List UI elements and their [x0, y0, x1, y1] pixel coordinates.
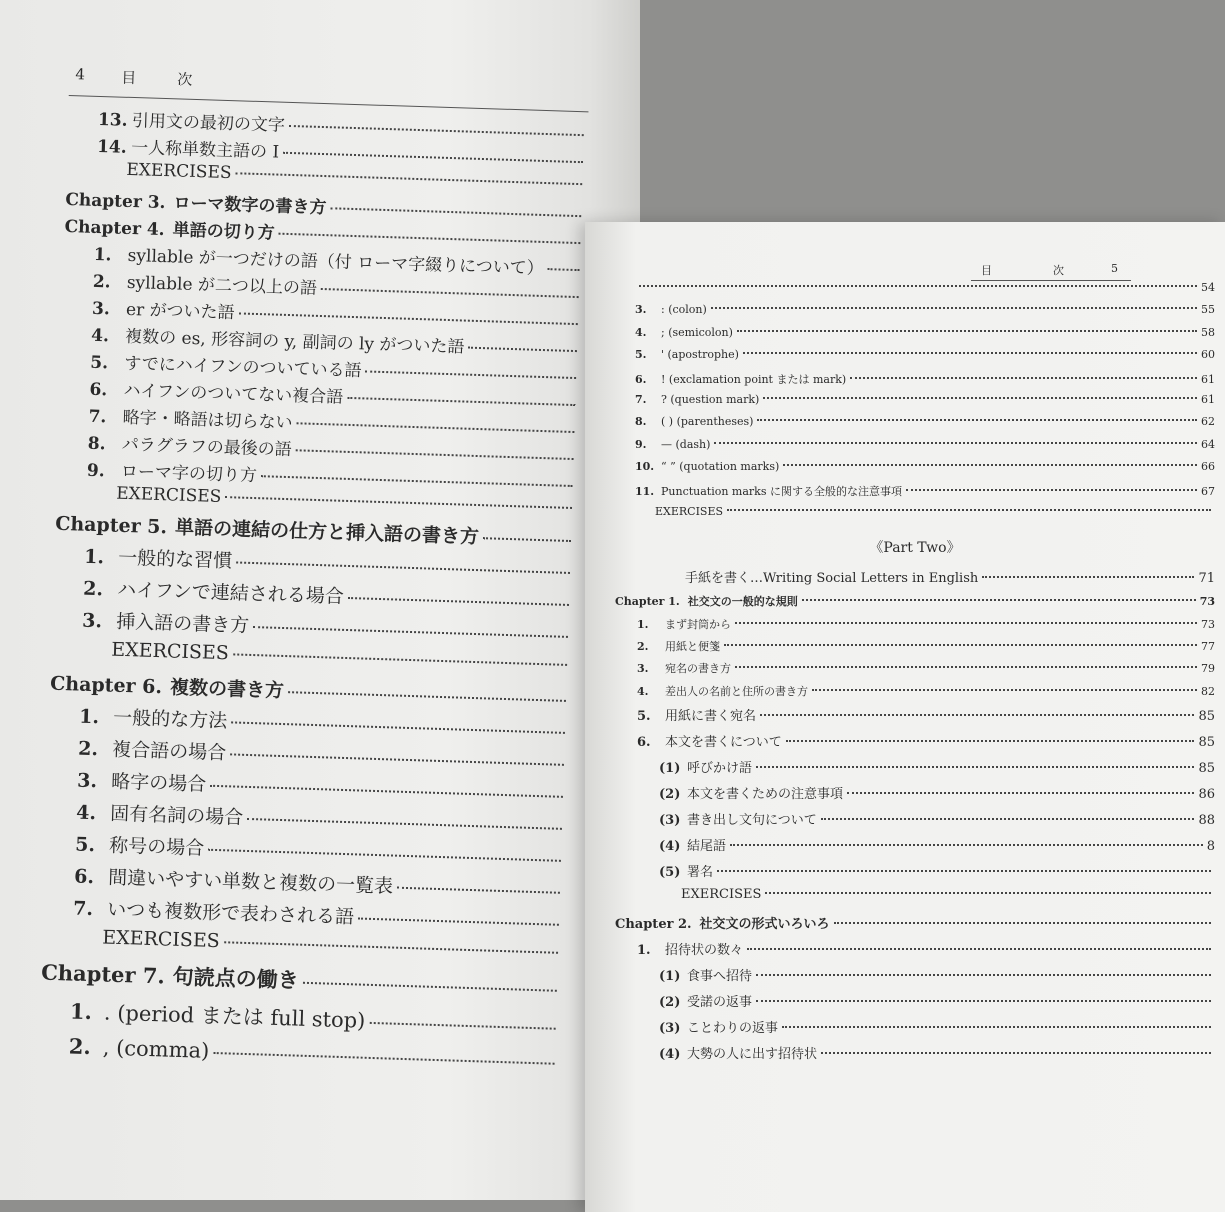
leader-dots — [756, 1000, 1211, 1002]
leader-dots — [297, 422, 575, 433]
toc-label: Punctuation marks に関する全般的な注意事項 — [661, 484, 902, 498]
toc-label: ! (exclamation point または mark) — [661, 372, 847, 386]
toc-number: 5. — [635, 348, 647, 362]
leader-dots — [247, 818, 562, 830]
toc-number: Chapter 5. — [54, 512, 168, 539]
toc-page: 62 — [1201, 415, 1215, 429]
leader-dots — [261, 475, 573, 487]
toc-label: 用紙と便箋 — [665, 640, 720, 654]
toc-label: ( ) (parentheses) — [661, 415, 754, 429]
toc-label: 本文を書くについて — [665, 735, 782, 751]
toc-label: 招待状の数々 — [665, 943, 744, 959]
leader-dots — [369, 1022, 555, 1030]
leader-dots — [296, 449, 574, 460]
leader-dots — [639, 285, 1197, 287]
toc-page: 61 — [1201, 372, 1215, 386]
toc-label: 大勢の人に出す招待状 — [687, 1047, 818, 1063]
left-toc-rows — [38, 104, 588, 1087]
toc-label: 用紙に書く宛名 — [665, 709, 757, 725]
toc-number: 6. — [89, 379, 108, 401]
right-toc — [615, 256, 1215, 1069]
leader-dots — [288, 691, 566, 702]
chapter-row — [615, 913, 1215, 939]
toc-number: Chapter 7. — [40, 959, 166, 989]
toc-label: ハイフンのついてない複合語 — [123, 380, 344, 408]
toc-label: 固有名詞の場合 — [109, 802, 244, 829]
right-toc-rows — [615, 281, 1215, 527]
toc-label: EXERCISES — [101, 926, 221, 953]
toc-label: ローマ数字の書き方 — [173, 193, 327, 219]
toc-number: 1. — [93, 244, 112, 266]
leader-dots — [548, 268, 580, 271]
left-page-number: 4 — [75, 65, 86, 84]
toc-number: 4. — [90, 325, 110, 347]
toc-number: 3. — [635, 303, 647, 317]
toc-row — [615, 965, 1215, 991]
leader-dots — [756, 974, 1211, 976]
toc-number: (4) — [659, 839, 681, 855]
leader-dots — [737, 330, 1197, 332]
toc-number: 1. — [637, 617, 649, 631]
leader-dots — [711, 307, 1197, 309]
toc-number: 3. — [637, 662, 649, 676]
toc-number: (5) — [659, 865, 681, 881]
toc-label: 本文を書くための注意事項 — [687, 787, 844, 803]
leader-dots — [743, 352, 1197, 354]
toc-label: 略字の場合 — [110, 770, 207, 796]
leader-dots — [483, 537, 571, 542]
toc-label: EXERCISES — [655, 504, 724, 518]
leader-dots — [468, 347, 577, 352]
leader-dots — [289, 125, 584, 136]
toc-label: syllable が二つ以上の語 — [126, 272, 318, 299]
toc-label: 挿入語の書き方 — [115, 610, 250, 637]
toc-page: 61 — [1201, 392, 1215, 406]
toc-label: ハイフンで連結される場合 — [116, 578, 345, 608]
toc-number: 13. — [97, 109, 128, 131]
toc-label: “ ” (quotation marks) — [661, 460, 780, 474]
toc-label: , (comma) — [102, 1035, 210, 1063]
leader-dots — [714, 442, 1197, 444]
toc-number: 2. — [82, 577, 104, 601]
toc-label: 引用文の最初の文字 — [131, 110, 286, 136]
toc-label: ; (semicolon) — [661, 325, 733, 339]
toc-label: 社交文の一般的な規則 — [687, 595, 798, 609]
toc-number: 5. — [74, 833, 96, 857]
leader-dots — [847, 792, 1194, 794]
toc-number: 9. — [86, 460, 106, 482]
toc-number: 5. — [637, 709, 651, 725]
toc-label: 受諾の返事 — [687, 995, 753, 1011]
toc-row — [615, 660, 1215, 682]
toc-number: 7. — [635, 392, 647, 406]
toc-label: . (period または full stop) — [103, 1000, 366, 1033]
leader-dots — [303, 982, 557, 992]
toc-label: EXERCISES — [681, 887, 762, 903]
toc-label: 呼びかけ語 — [687, 761, 753, 777]
leader-dots — [765, 892, 1211, 894]
toc-label: まず封筒から — [665, 617, 731, 631]
toc-number: 14. — [96, 136, 128, 158]
toc-number: 11. — [635, 484, 655, 498]
toc-label: ? (question mark) — [661, 392, 760, 406]
leader-dots — [730, 844, 1203, 846]
toc-page: 85 — [1198, 735, 1215, 751]
toc-number: (3) — [659, 1021, 681, 1037]
toc-row — [615, 835, 1215, 861]
toc-number: 10. — [635, 460, 655, 474]
toc-number: 2. — [68, 1033, 92, 1060]
toc-number: 3. — [81, 609, 103, 633]
toc-number: 3. — [76, 769, 98, 793]
toc-page: 60 — [1201, 348, 1215, 362]
toc-number: 4. — [637, 684, 649, 698]
toc-number: 6. — [635, 372, 647, 386]
leader-dots — [366, 370, 577, 379]
leader-dots — [210, 785, 563, 798]
toc-label: 間違いやすい単数と複数の一覧表 — [107, 866, 394, 898]
toc-number: 3. — [91, 298, 111, 320]
toc-row — [615, 371, 1215, 393]
leader-dots — [782, 1026, 1211, 1028]
toc-number: 5. — [90, 352, 109, 374]
leader-dots — [279, 233, 581, 244]
toc-row — [615, 393, 1215, 415]
toc-label: 一般的な習慣 — [117, 546, 233, 573]
toc-label: 単語の切り方 — [172, 220, 275, 244]
leader-dots — [347, 397, 575, 406]
leader-dots — [348, 597, 569, 606]
toc-label: 単語の連結の仕方と挿入語の書き方 — [174, 516, 480, 549]
leader-dots — [735, 622, 1197, 624]
toc-row — [615, 991, 1215, 1017]
toc-label: 一般的な方法 — [112, 706, 228, 733]
toc-number: 1. — [83, 545, 105, 569]
leader-dots — [213, 1052, 554, 1065]
leader-dots — [982, 576, 1194, 578]
toc-number: (2) — [659, 995, 681, 1011]
toc-row — [615, 348, 1215, 370]
toc-label: いつも複数形で表わされる語 — [106, 898, 355, 929]
toc-label: パラグラフの最後の語 — [121, 434, 293, 461]
leader-dots — [330, 207, 581, 217]
toc-row — [615, 505, 1215, 527]
right-header-1: 目 — [981, 264, 992, 277]
leader-dots — [235, 172, 582, 185]
toc-page: 85 — [1198, 709, 1215, 725]
part-page: 71 — [1198, 571, 1215, 587]
toc-row — [615, 887, 1215, 913]
toc-number: 2. — [77, 737, 99, 761]
right-toc-rows-2 — [615, 593, 1215, 1069]
toc-label: 複合語の場合 — [111, 738, 227, 765]
toc-number: 1. — [69, 998, 93, 1025]
toc-row — [615, 783, 1215, 809]
toc-row — [615, 1017, 1215, 1043]
toc-label: syllable が一つだけの語（付 ローマ字綴りについて） — [127, 245, 545, 279]
toc-label: 宛名の書き方 — [665, 662, 731, 676]
toc-number: Chapter 1. — [615, 595, 680, 609]
toc-label: 結尾語 — [687, 839, 727, 855]
leader-dots — [850, 377, 1197, 379]
toc-label: 複数の書き方 — [169, 676, 285, 703]
toc-label: 一人称単数主語の I — [130, 137, 280, 163]
leader-dots — [230, 753, 564, 765]
leader-dots — [224, 941, 558, 954]
leader-dots — [208, 849, 561, 862]
leader-dots — [821, 818, 1195, 820]
leader-dots — [233, 653, 567, 666]
toc-label: er がついた語 — [125, 299, 235, 324]
leader-dots — [763, 397, 1197, 399]
toc-row — [615, 861, 1215, 887]
leader-dots — [283, 152, 583, 163]
leader-dots — [756, 766, 1194, 768]
toc-label: 署名 — [687, 865, 714, 881]
toc-row — [615, 460, 1215, 482]
toc-number: 6. — [73, 865, 95, 889]
toc-page: 73 — [1201, 617, 1215, 631]
leader-dots — [757, 419, 1197, 421]
toc-page: 86 — [1198, 787, 1215, 803]
leader-dots — [231, 721, 565, 733]
toc-number: 4. — [75, 801, 97, 825]
leader-dots — [397, 887, 560, 894]
leader-dots — [724, 644, 1197, 646]
toc-label: 複数の es, 形容詞の y, 副詞の ly がついた語 — [124, 326, 465, 358]
toc-row — [615, 683, 1215, 705]
leader-dots — [358, 917, 559, 925]
toc-page: 58 — [1201, 325, 1215, 339]
toc-number: 7. — [72, 897, 94, 921]
leader-dots — [747, 948, 1211, 950]
toc-number: 6. — [637, 735, 651, 751]
leader-dots — [321, 288, 579, 298]
leader-dots — [786, 740, 1195, 742]
toc-number: Chapter 2. — [615, 917, 692, 933]
leader-dots — [802, 599, 1196, 601]
toc-row — [615, 939, 1215, 965]
toc-page: 66 — [1201, 460, 1215, 474]
toc-number: 4. — [635, 325, 647, 339]
toc-page: 55 — [1201, 303, 1215, 317]
leader-dots — [821, 1052, 1211, 1054]
part-subtitle: 手紙を書く…Writing Social Letters in English — [685, 571, 979, 587]
toc-page: 82 — [1201, 684, 1215, 698]
toc-number: Chapter 3. — [65, 189, 166, 214]
leader-dots — [906, 489, 1197, 491]
toc-page: 54 — [1201, 281, 1215, 294]
toc-row — [615, 303, 1215, 325]
toc-label: ことわりの返事 — [687, 1021, 779, 1037]
toc-label: ローマ字の切り方 — [120, 461, 258, 487]
right-page — [585, 222, 1225, 1212]
right-page-header — [971, 256, 1131, 281]
toc-page: 77 — [1201, 640, 1215, 654]
toc-row — [615, 809, 1215, 835]
toc-row — [615, 1043, 1215, 1069]
toc-number: Chapter 4. — [64, 216, 165, 241]
left-page-header — [69, 55, 590, 112]
toc-row — [615, 326, 1215, 348]
toc-number: (1) — [659, 761, 681, 777]
toc-number: Chapter 6. — [49, 672, 163, 699]
toc-label: 句読点の働き — [172, 963, 300, 993]
toc-number: 1. — [78, 705, 100, 729]
toc-row — [615, 438, 1215, 460]
toc-label: 書き出し文句について — [687, 813, 817, 829]
leader-dots — [253, 626, 568, 638]
toc-label: 称号の場合 — [108, 834, 205, 860]
left-toc — [38, 55, 590, 1087]
toc-row — [615, 281, 1215, 303]
toc-row — [615, 731, 1215, 757]
toc-number: 1. — [637, 943, 651, 959]
toc-number: (4) — [659, 1047, 681, 1063]
toc-row — [615, 705, 1215, 731]
leader-dots — [225, 496, 572, 509]
toc-number: 2. — [637, 640, 649, 654]
toc-label: : (colon) — [661, 303, 707, 317]
leader-dots — [760, 714, 1194, 716]
toc-label: EXERCISES — [110, 638, 230, 665]
toc-row — [615, 757, 1215, 783]
toc-number: (3) — [659, 813, 681, 829]
toc-row — [615, 616, 1215, 638]
toc-page: 67 — [1201, 484, 1215, 498]
toc-label: EXERCISES — [115, 483, 222, 507]
leader-dots — [783, 464, 1197, 466]
toc-page: 88 — [1198, 813, 1215, 829]
leader-dots — [727, 509, 1211, 511]
leader-dots — [834, 922, 1211, 924]
toc-number: (2) — [659, 787, 681, 803]
toc-number: 8. — [635, 415, 647, 429]
toc-label: 社交文の形式いろいろ — [699, 917, 830, 933]
toc-label: ' (apostrophe) — [661, 348, 739, 362]
chapter-row — [615, 593, 1215, 615]
toc-number: 7. — [88, 406, 107, 428]
toc-label: すでにハイフンのついている語 — [124, 353, 362, 382]
leader-dots — [239, 312, 578, 325]
toc-number: (1) — [659, 969, 681, 985]
part-subtitle-row — [615, 567, 1215, 593]
toc-label: 略字・略語は切らない — [122, 407, 293, 434]
toc-page: 73 — [1199, 595, 1215, 609]
leader-dots — [236, 561, 570, 573]
part-title: 《Part Two》 — [869, 540, 961, 557]
leader-dots — [717, 870, 1211, 872]
right-header-2: 次 — [1053, 264, 1064, 277]
left-header-2: 次 — [177, 70, 193, 89]
toc-label: 差出人の名前と住所の書き方 — [665, 684, 808, 698]
toc-page: 64 — [1201, 437, 1215, 451]
left-header-1: 目 — [121, 68, 137, 88]
toc-number: 2. — [92, 271, 111, 293]
toc-page: 79 — [1201, 662, 1215, 676]
leader-dots — [812, 689, 1197, 691]
toc-number: 8. — [87, 433, 106, 455]
toc-page: 85 — [1198, 761, 1215, 777]
toc-label: — (dash) — [661, 437, 711, 451]
toc-row — [615, 638, 1215, 660]
toc-label: EXERCISES — [126, 159, 232, 184]
toc-label: 食事へ招待 — [687, 969, 753, 985]
toc-row — [615, 415, 1215, 437]
toc-row — [615, 483, 1215, 505]
toc-page: 8 — [1206, 839, 1215, 855]
right-page-number: 5 — [1111, 262, 1118, 275]
leader-dots — [735, 666, 1197, 668]
toc-number: 9. — [635, 437, 647, 451]
